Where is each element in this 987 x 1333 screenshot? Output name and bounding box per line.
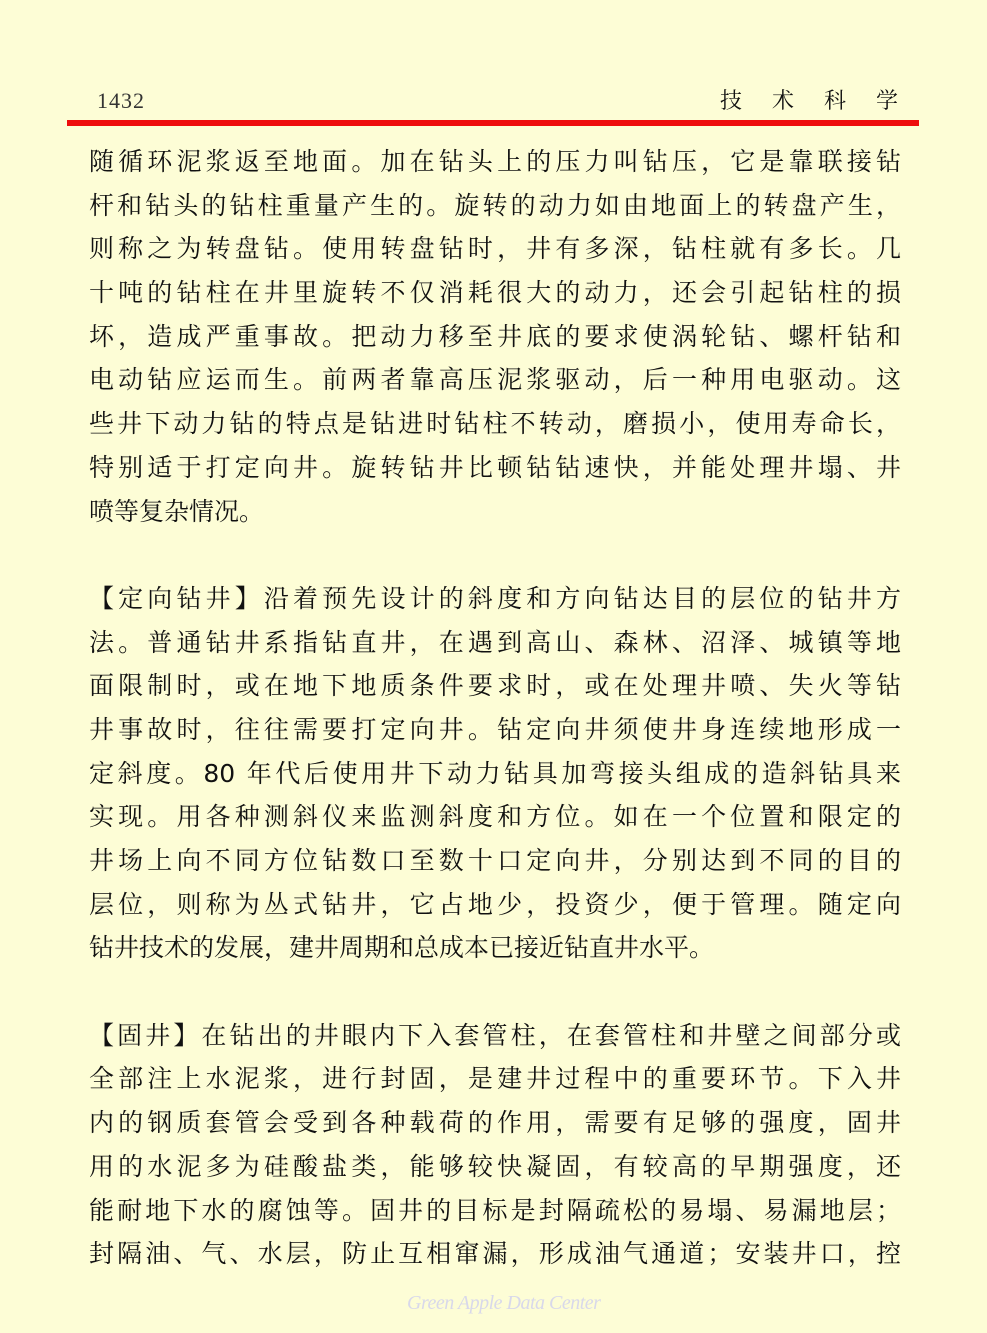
text-line: 井场上向不同方位钻数口至数十口定向井，分别达到不同的目的 xyxy=(89,846,901,875)
text-line: 井事故时，往往需要打定向井。钻定向井须使井身连续地形成一 xyxy=(89,714,901,744)
text-line: 特别适于打定向井。旋转钻井比顿钻钻速快，并能处理井塌、井 xyxy=(89,452,901,482)
text-line: 层位，则称为丛式钻井，它占地少，投资少，便于管理。随定向 xyxy=(89,889,901,919)
paragraph xyxy=(89,140,901,533)
text-line: 法。普通钻井系指钻直井，在遇到高山、森林、沼泽、城镇等地 xyxy=(89,627,901,657)
section-title-char: 学 xyxy=(875,89,898,114)
body-text xyxy=(89,140,901,1276)
text-line: 内的钢质套管会受到各种载荷的作用，需要有足够的强度，固井 xyxy=(89,1108,901,1138)
text-line: 些井下动力钻的特点是钻进时钻柱不转动，磨损小，使用寿命长， xyxy=(89,409,901,439)
section-title xyxy=(720,84,898,115)
text-line: 实现。用各种测斜仪来监测斜度和方位。如在一个位置和限定的 xyxy=(89,802,901,832)
text-line: 钻井技术的发展，建井周期和总成本已接近钻直井水平。 xyxy=(89,933,715,963)
text-line: 能耐地下水的腐蚀等。固井的目标是封隔疏松的易塌、易漏地层； xyxy=(89,1195,901,1225)
section-title-char: 技 xyxy=(720,89,743,114)
section-title-char: 术 xyxy=(771,89,794,114)
text-line: 坏，造成严重事故。把动力移至井底的要求使涡轮钻、螺杆钻和 xyxy=(89,321,901,351)
section-title-char: 科 xyxy=(823,89,846,114)
text-line: 随循环泥浆返至地面。加在钻头上的压力叫钻压，它是靠联接钻 xyxy=(89,147,901,176)
page-number: 1432 xyxy=(97,88,145,113)
text-line: 【固井】在钻出的井眼内下入套管柱，在套管柱和井壁之间部分或 xyxy=(89,1020,901,1050)
paragraph-gap xyxy=(89,533,901,577)
header-rule xyxy=(67,120,919,126)
text-line: 用的水泥多为硅酸盐类，能够较快凝固，有较高的早期强度，还 xyxy=(89,1151,901,1181)
text-line: 杆和钻头的钻柱重量产生的。旋转的动力如由地面上的转盘产生， xyxy=(89,190,901,220)
text-line: 面限制时，或在地下地质条件要求时，或在处理井喷、失火等钻 xyxy=(89,671,901,701)
paragraph xyxy=(89,577,901,970)
text-line: 喷等复杂情况。 xyxy=(89,496,265,526)
watermark: Green Apple Data Center xyxy=(407,1292,601,1314)
text-line: 十吨的钻柱在井里旋转不仅消耗很大的动力，还会引起钻柱的损 xyxy=(89,278,901,308)
paragraph xyxy=(89,1014,901,1276)
text-line: 则称之为转盘钻。使用转盘钻时，井有多深，钻柱就有多长。几 xyxy=(89,234,901,264)
text-line: 全部注上水泥浆，进行封固，是建井过程中的重要环节。下入井 xyxy=(89,1064,901,1094)
paragraph-gap xyxy=(89,970,901,1014)
text-line: 封隔油、气、水层，防止互相窜漏，形成油气通道；安装井口，控 xyxy=(89,1239,901,1269)
text-line: 定斜度。80 年代后使用井下动力钻具加弯接头组成的造斜钻具来 xyxy=(89,758,901,788)
text-line: 【定向钻井】沿着预先设计的斜度和方向钻达目的层位的钻井方 xyxy=(89,583,901,613)
text-line: 电动钻应运而生。前两者靠高压泥浆驱动，后一种用电驱动。这 xyxy=(89,365,901,395)
